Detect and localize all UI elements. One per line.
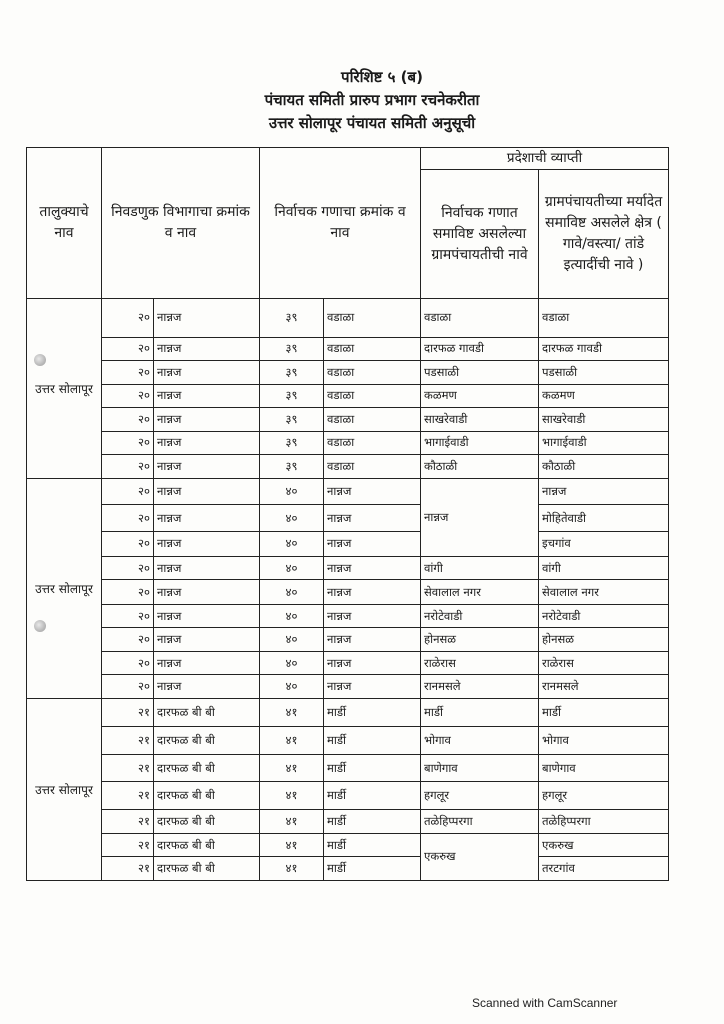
area-name: नान्नज	[539, 478, 669, 505]
gram-panchayat-name: राळेरास	[421, 651, 539, 675]
area-name: भोगाव	[539, 726, 669, 754]
gan-name: नान्नज	[324, 675, 421, 699]
gan-number: ४१	[260, 810, 324, 834]
gan-name: वडाळा	[324, 431, 421, 455]
gan-name: नान्नज	[324, 651, 421, 675]
table-row	[27, 699, 669, 727]
gan-number: ४०	[260, 604, 324, 628]
table-row	[27, 833, 669, 857]
document-header	[0, 66, 724, 135]
scanner-watermark: Scanned with CamScanner	[472, 996, 618, 1010]
table-row	[27, 651, 669, 675]
area-name: तळेहिप्परगा	[539, 810, 669, 834]
area-name: कळमण	[539, 384, 669, 408]
area-name: रानमसले	[539, 675, 669, 699]
division-name: नान्नज	[154, 604, 260, 628]
gan-name: वडाळा	[324, 361, 421, 385]
gram-panchayat-name: भागाईवाडी	[421, 431, 539, 455]
table-row	[27, 628, 669, 652]
division-number: २०	[102, 532, 154, 557]
gan-number: ४१	[260, 782, 324, 810]
division-name: नान्नज	[154, 651, 260, 675]
division-number: २०	[102, 431, 154, 455]
gram-panchayat-name: होनसळ	[421, 628, 539, 652]
gan-number: ४१	[260, 833, 324, 857]
document-subtitle: उत्तर सोलापूर पंचायत समिती अनुसूची	[268, 114, 476, 132]
gan-name: नान्नज	[324, 628, 421, 652]
gan-number: ३९	[260, 455, 324, 479]
table-row	[27, 782, 669, 810]
area-name: एकरुख	[539, 833, 669, 857]
division-name: नान्नज	[154, 478, 260, 505]
division-number: २०	[102, 556, 154, 580]
division-name: दारफळ बी बी	[154, 754, 260, 782]
column-header-gan: निर्वाचक गणाचा क्रमांक व नाव	[260, 148, 421, 299]
division-name: नान्नज	[154, 431, 260, 455]
table-row	[27, 857, 669, 881]
gan-number: ४१	[260, 699, 324, 727]
gan-name: मार्डी	[324, 782, 421, 810]
document-title: पंचायत समिती प्रारुप प्रभाग रचनेकरीता	[264, 91, 480, 109]
gan-number: ४०	[260, 628, 324, 652]
gan-name: वडाळा	[324, 408, 421, 432]
table-row	[27, 431, 669, 455]
division-number: २१	[102, 857, 154, 881]
gram-panchayat-name: नरोटेवाडी	[421, 604, 539, 628]
division-name: दारफळ बी बी	[154, 857, 260, 881]
division-name: नान्नज	[154, 299, 260, 338]
punch-hole	[34, 620, 46, 632]
gan-number: ४१	[260, 857, 324, 881]
gram-panchayat-name: कौठाळी	[421, 455, 539, 479]
division-name: दारफळ बी बी	[154, 699, 260, 727]
division-name: नान्नज	[154, 505, 260, 532]
gram-panchayat-name: तळेहिप्परगा	[421, 810, 539, 834]
gan-number: ३९	[260, 299, 324, 338]
division-number: २०	[102, 675, 154, 699]
division-number: २०	[102, 604, 154, 628]
division-number: २०	[102, 299, 154, 338]
gan-name: वडाळा	[324, 299, 421, 338]
gan-number: ४०	[260, 675, 324, 699]
gram-panchayat-name: वांगी	[421, 556, 539, 580]
gram-panchayat-name: रानमसले	[421, 675, 539, 699]
column-header-taluka: तालुक्याचे नाव	[27, 148, 102, 299]
table-row	[27, 299, 669, 338]
area-name: बाणेगाव	[539, 754, 669, 782]
taluka-name: उत्तर सोलापूर	[27, 478, 102, 698]
table-row	[27, 337, 669, 361]
gram-panchayat-name: मार्डी	[421, 699, 539, 727]
area-name: वांगी	[539, 556, 669, 580]
gram-panchayat-name: साखरेवाडी	[421, 408, 539, 432]
gram-panchayat-name: बाणेगाव	[421, 754, 539, 782]
column-header-extent: प्रदेशाची व्याप्ती	[421, 148, 669, 170]
gan-name: नान्नज	[324, 580, 421, 605]
gan-number: ४०	[260, 532, 324, 557]
taluka-name: उत्तर सोलापूर	[27, 699, 102, 881]
division-name: नान्नज	[154, 455, 260, 479]
gan-name: नान्नज	[324, 505, 421, 532]
gan-number: ४१	[260, 754, 324, 782]
area-name: साखरेवाडी	[539, 408, 669, 432]
table-row	[27, 556, 669, 580]
division-number: २०	[102, 628, 154, 652]
gan-number: ४०	[260, 580, 324, 605]
division-name: नान्नज	[154, 556, 260, 580]
table-row	[27, 604, 669, 628]
table-row	[27, 361, 669, 385]
gan-number: ३९	[260, 337, 324, 361]
taluka-name: उत्तर सोलापूर	[27, 299, 102, 479]
division-number: २१	[102, 699, 154, 727]
division-number: २०	[102, 361, 154, 385]
division-number: २०	[102, 455, 154, 479]
gan-name: वडाळा	[324, 455, 421, 479]
division-number: २१	[102, 833, 154, 857]
division-number: २०	[102, 337, 154, 361]
gan-name: मार्डी	[324, 833, 421, 857]
column-header-gp-names: निर्वाचक गणात समाविष्ट असलेल्या ग्रामपंचायतीची नावे	[421, 170, 539, 299]
division-number: २०	[102, 478, 154, 505]
gan-number: ४०	[260, 651, 324, 675]
division-number: २१	[102, 810, 154, 834]
table-row	[27, 455, 669, 479]
area-name: होनसळ	[539, 628, 669, 652]
division-name: नान्नज	[154, 532, 260, 557]
appendix-heading: परिशिष्ट ५ (ब)	[341, 68, 423, 86]
gan-number: ४०	[260, 505, 324, 532]
table-row	[27, 726, 669, 754]
area-name: हगलूर	[539, 782, 669, 810]
table-row	[27, 478, 669, 505]
division-name: दारफळ बी बी	[154, 810, 260, 834]
gram-panchayat-name: हगलूर	[421, 782, 539, 810]
gan-number: ३९	[260, 431, 324, 455]
gan-name: मार्डी	[324, 810, 421, 834]
area-name: राळेरास	[539, 651, 669, 675]
gan-name: नान्नज	[324, 532, 421, 557]
area-name: इचगांव	[539, 532, 669, 557]
gram-panchayat-name: वडाळा	[421, 299, 539, 338]
division-name: दारफळ बी बी	[154, 726, 260, 754]
gan-number: ४०	[260, 478, 324, 505]
division-number: २१	[102, 782, 154, 810]
table-row	[27, 810, 669, 834]
column-header-area: ग्रामपंचायतीच्या मर्यादेत समाविष्ट असलेले क्षेत्र ( गावे/वस्त्या/ तांडे इत्यादींची नावे )	[539, 170, 669, 299]
gan-number: ४०	[260, 556, 324, 580]
area-name: मोहितेवाडी	[539, 505, 669, 532]
gan-name: वडाळा	[324, 384, 421, 408]
gram-panchayat-name: एकरुख	[421, 833, 539, 880]
area-name: भागाईवाडी	[539, 431, 669, 455]
schedule-table	[26, 147, 669, 881]
division-name: दारफळ बी बी	[154, 833, 260, 857]
gan-name: नान्नज	[324, 478, 421, 505]
area-name: पडसाळी	[539, 361, 669, 385]
gram-panchayat-name: भोगाव	[421, 726, 539, 754]
area-name: वडाळा	[539, 299, 669, 338]
division-number: २१	[102, 754, 154, 782]
division-name: नान्नज	[154, 675, 260, 699]
punch-hole	[34, 354, 46, 366]
division-name: नान्नज	[154, 361, 260, 385]
division-number: २०	[102, 580, 154, 605]
gan-name: मार्डी	[324, 754, 421, 782]
division-name: दारफळ बी बी	[154, 782, 260, 810]
area-name: कौठाळी	[539, 455, 669, 479]
gan-number: ३९	[260, 361, 324, 385]
table-row	[27, 754, 669, 782]
division-name: नान्नज	[154, 384, 260, 408]
gan-name: मार्डी	[324, 857, 421, 881]
table-row	[27, 505, 669, 532]
gan-name: नान्नज	[324, 604, 421, 628]
table-row	[27, 580, 669, 605]
area-name: दारफळ गावडी	[539, 337, 669, 361]
division-number: २०	[102, 651, 154, 675]
gram-panchayat-name: पडसाळी	[421, 361, 539, 385]
gram-panchayat-name: दारफळ गावडी	[421, 337, 539, 361]
division-number: २१	[102, 726, 154, 754]
division-number: २०	[102, 505, 154, 532]
gan-number: ३९	[260, 408, 324, 432]
area-name: सेवालाल नगर	[539, 580, 669, 605]
gan-number: ३९	[260, 384, 324, 408]
table-row	[27, 675, 669, 699]
gan-number: ४१	[260, 726, 324, 754]
gram-panchayat-name: कळमण	[421, 384, 539, 408]
gan-name: नान्नज	[324, 556, 421, 580]
area-name: तरटगांव	[539, 857, 669, 881]
gan-name: वडाळा	[324, 337, 421, 361]
gan-name: मार्डी	[324, 726, 421, 754]
table-row	[27, 384, 669, 408]
division-name: नान्नज	[154, 628, 260, 652]
division-name: नान्नज	[154, 337, 260, 361]
gram-panchayat-name: सेवालाल नगर	[421, 580, 539, 605]
column-header-division: निवडणुक विभागाचा क्रमांक व नाव	[102, 148, 260, 299]
schedule-body	[27, 299, 669, 881]
division-name: नान्नज	[154, 408, 260, 432]
gan-name: मार्डी	[324, 699, 421, 727]
table-row	[27, 408, 669, 432]
gram-panchayat-name: नान्नज	[421, 478, 539, 556]
table-row	[27, 532, 669, 557]
area-name: नरोटेवाडी	[539, 604, 669, 628]
division-name: नान्नज	[154, 580, 260, 605]
division-number: २०	[102, 384, 154, 408]
division-number: २०	[102, 408, 154, 432]
area-name: मार्डी	[539, 699, 669, 727]
